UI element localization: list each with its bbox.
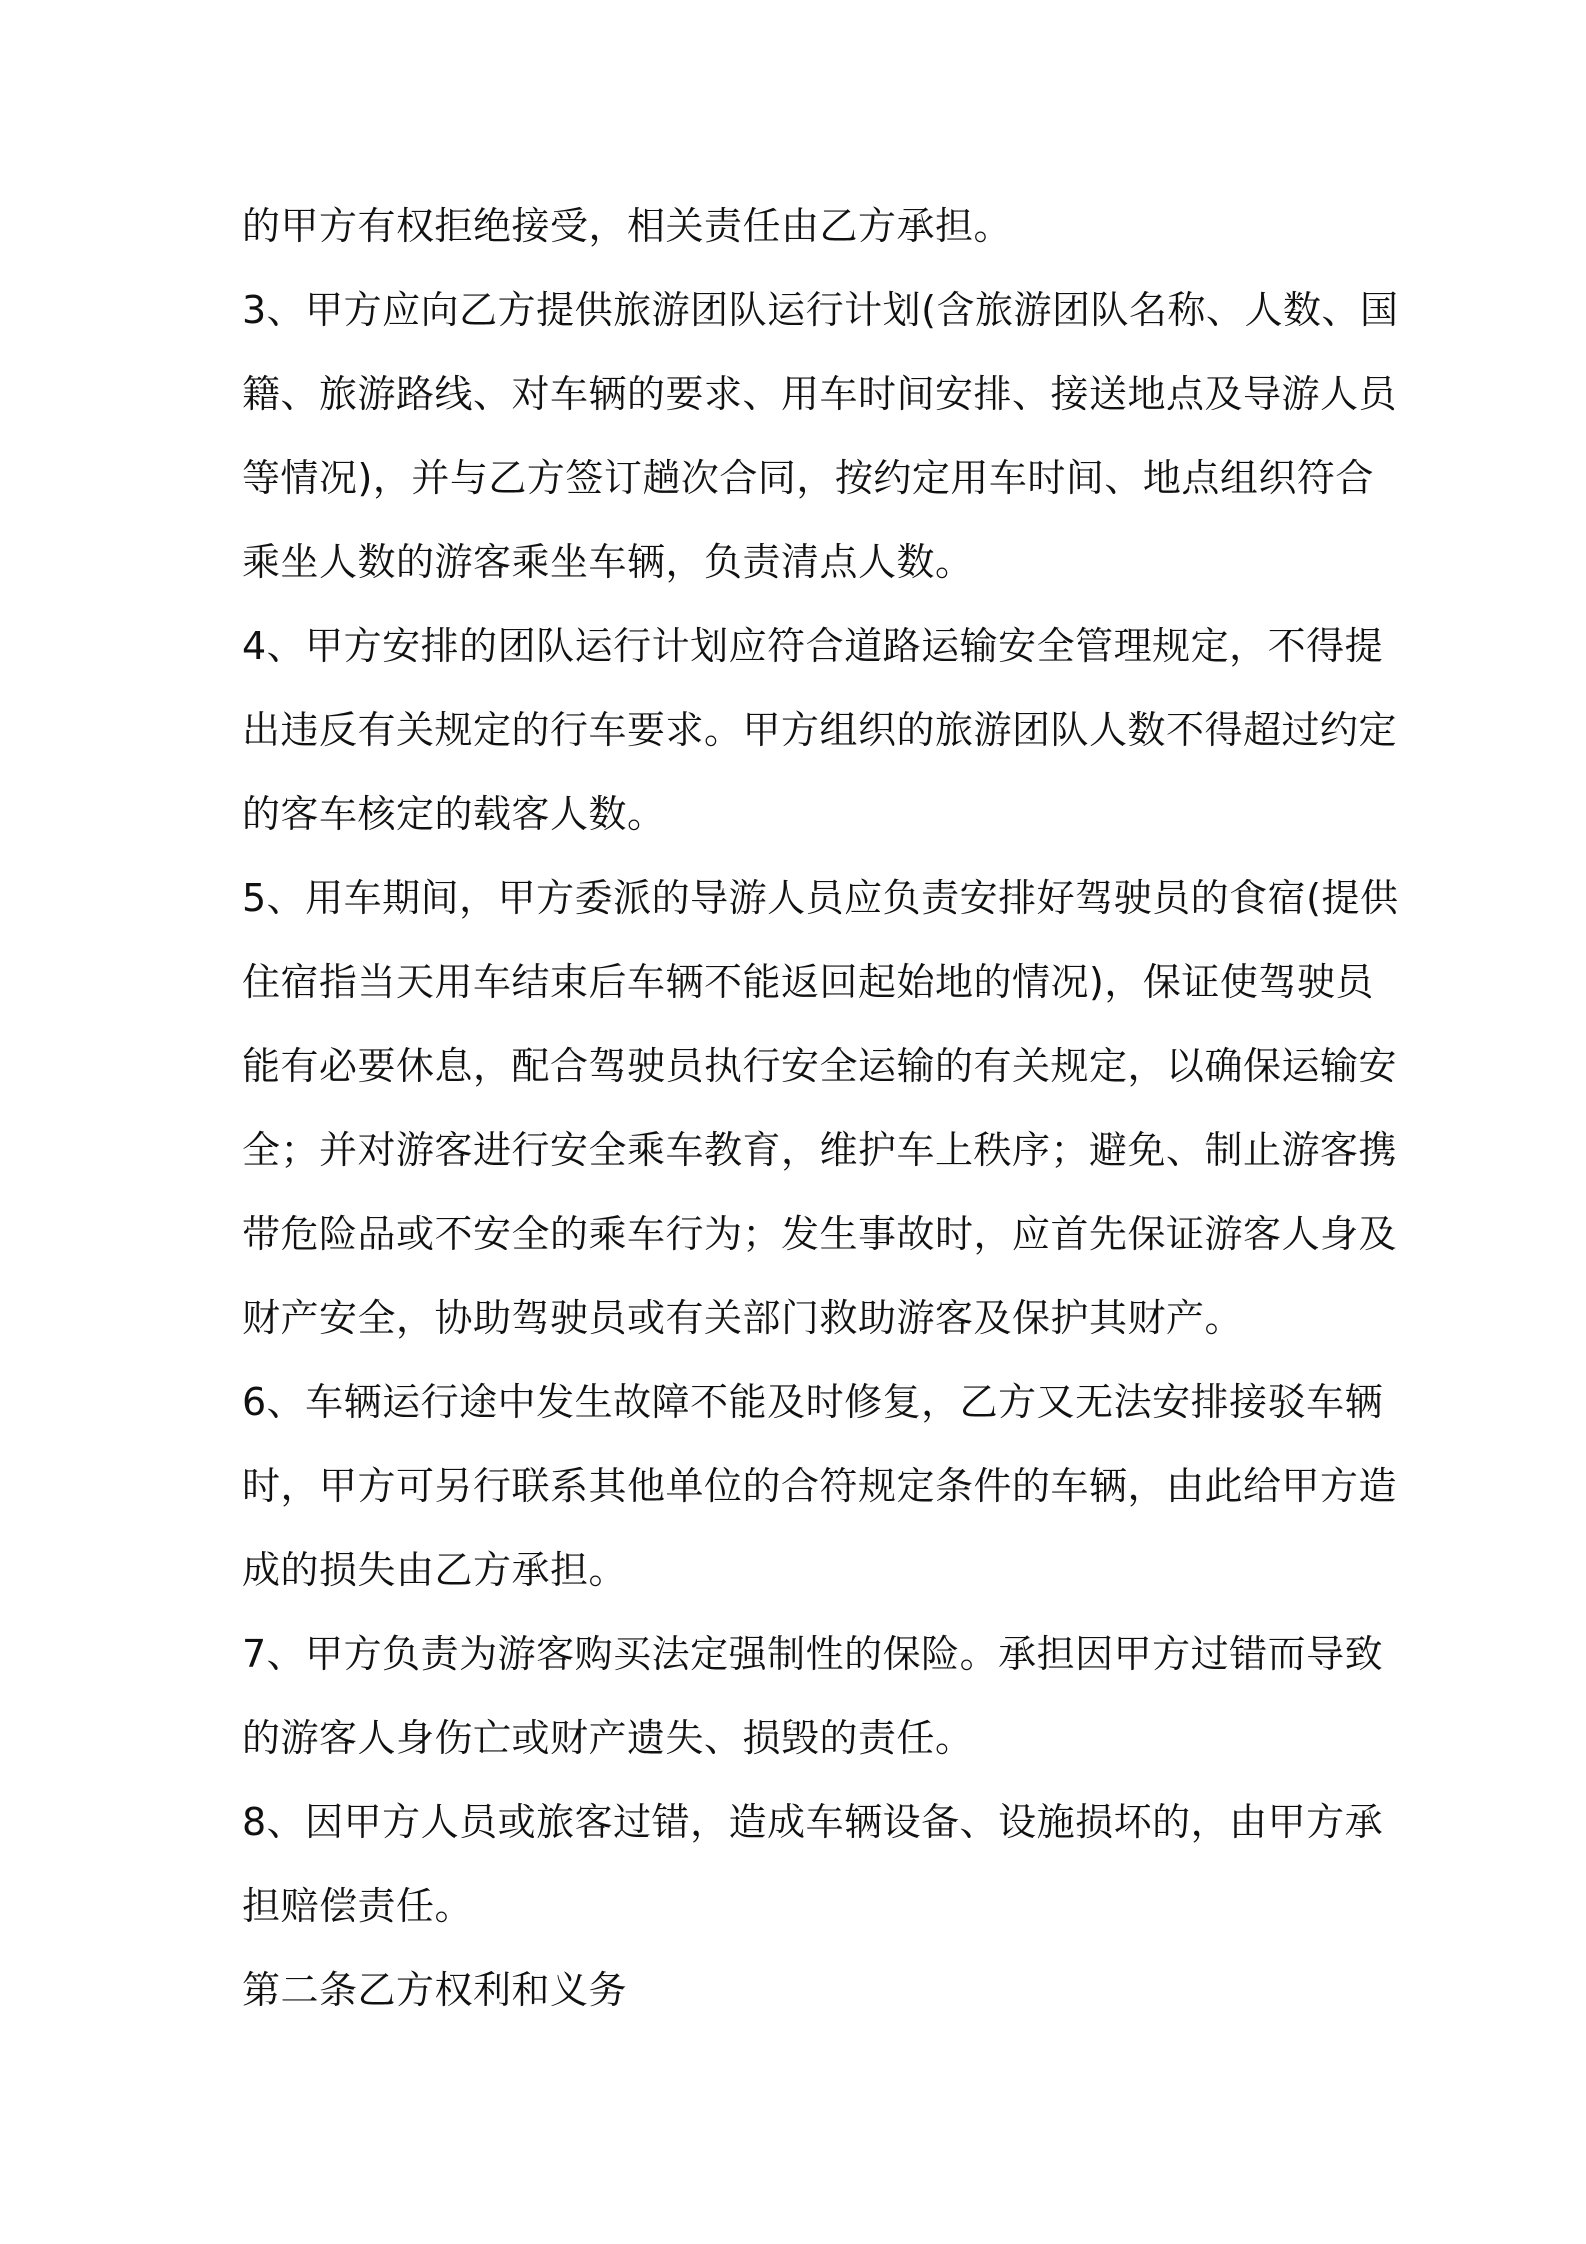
text-line-21: 担赔偿责任。 [242,1884,474,1928]
text-line-1: 的甲方有权拒绝接受，相关责任由乙方承担。 [242,204,1013,248]
text-line-12: 全；并对游客进行安全乘车教育，维护车上秩序；避免、制止游客携 [242,1128,1398,1172]
text-line-18: 7、甲方负责为游客购买法定强制性的保险。承担因甲方过错而导致 [242,1632,1384,1676]
text-line-19: 的游客人身伤亡或财产遗失、损毁的责任。 [242,1716,974,1760]
text-line-15: 6、车辆运行途中发生故障不能及时修复，乙方又无法安排接驳车辆 [242,1380,1384,1424]
text-line-5: 乘坐人数的游客乘坐车辆，负责清点人数。 [242,540,974,584]
text-line-7: 出违反有关规定的行车要求。甲方组织的旅游团队人数不得超过约定 [242,708,1398,752]
text-line-10: 住宿指当天用车结束后车辆不能返回起始地的情况)，保证使驾驶员 [242,960,1374,1004]
text-line-17: 成的损失由乙方承担。 [242,1548,628,1592]
text-line-16: 时，甲方可另行联系其他单位的合符规定条件的车辆，由此给甲方造 [242,1464,1398,1508]
text-line-11: 能有必要休息，配合驾驶员执行安全运输的有关规定，以确保运输安 [242,1044,1398,1088]
text-line-4: 等情况)，并与乙方签订趟次合同，按约定用车时间、地点组织符合 [242,456,1374,500]
text-line-8: 的客车核定的载客人数。 [242,792,666,836]
text-line-2: 3、甲方应向乙方提供旅游团队运行计划(含旅游团队名称、人数、国 [242,288,1399,332]
text-line-13: 带危险品或不安全的乘车行为；发生事故时，应首先保证游客人身及 [242,1212,1398,1256]
text-line-9: 5、用车期间，甲方委派的导游人员应负责安排好驾驶员的食宿(提供 [242,876,1399,920]
text-line-14: 财产安全，协助驾驶员或有关部门救助游客及保护其财产。 [242,1296,1244,1340]
text-line-6: 4、甲方安排的团队运行计划应符合道路运输安全管理规定，不得提 [242,624,1384,668]
section-heading: 第二条乙方权利和义务 [242,1968,628,2012]
text-line-20: 8、因甲方人员或旅客过错，造成车辆设备、设施损坏的，由甲方承 [242,1800,1384,1844]
text-line-3: 籍、旅游路线、对车辆的要求、用车时间安排、接送地点及导游人员 [242,372,1398,416]
